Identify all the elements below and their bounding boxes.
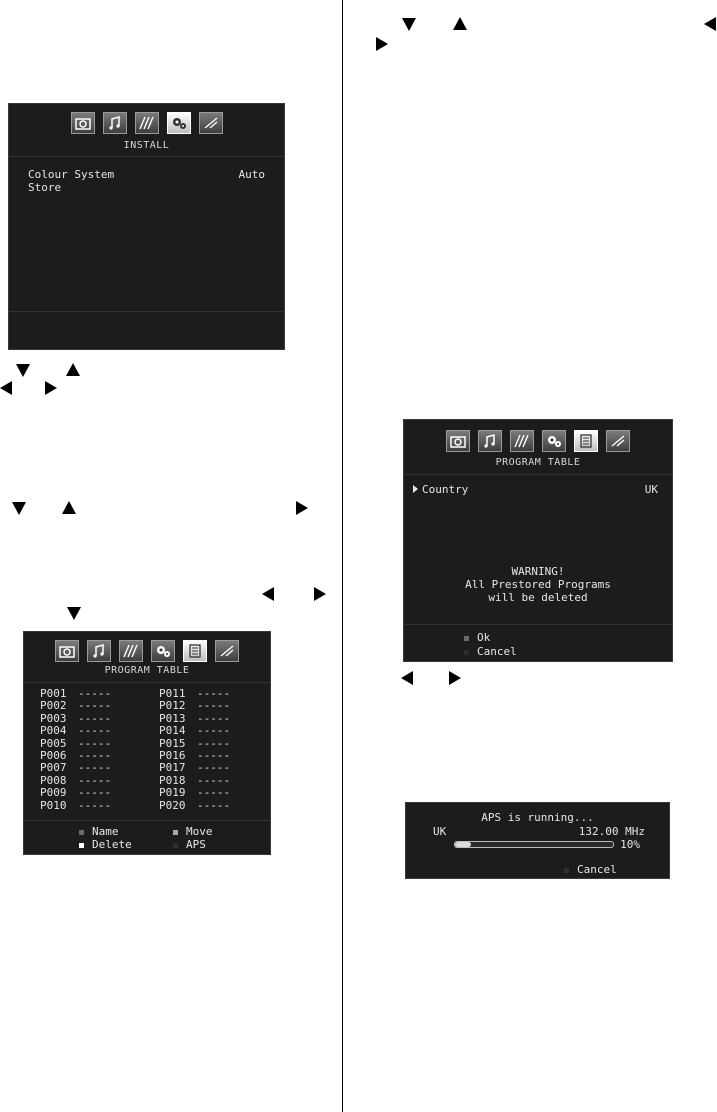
left-arrow-icon <box>704 17 716 31</box>
program-name: ----- <box>197 699 231 713</box>
right-arrow-icon <box>314 587 326 601</box>
menu-title: INSTALL <box>123 140 170 151</box>
right-arrow-icon <box>45 381 57 395</box>
down-arrow-icon <box>402 18 416 31</box>
program-number: P002 <box>40 699 67 713</box>
program-list-right <box>159 688 230 812</box>
menu-title: PROGRAM TABLE <box>495 457 581 468</box>
program-number: P016 <box>159 748 186 762</box>
aps-option[interactable]: APS <box>173 838 206 851</box>
left-arrow-icon <box>262 587 274 601</box>
sound-menu-icon[interactable] <box>478 430 502 452</box>
move-option[interactable]: Move <box>173 825 213 838</box>
name-color-key <box>79 830 84 835</box>
program-number: P007 <box>40 761 67 775</box>
program-name: ----- <box>197 736 231 750</box>
right-arrow-icon <box>296 501 308 515</box>
install-menu-icon[interactable] <box>167 112 191 134</box>
program-number: P013 <box>159 711 186 725</box>
source-menu-icon[interactable] <box>199 112 223 134</box>
up-arrow-icon <box>66 363 80 376</box>
menu-icon-bar <box>24 640 270 662</box>
program-number: P009 <box>40 786 67 800</box>
country-label: Country <box>422 483 469 496</box>
colour-system-row[interactable] <box>28 168 114 181</box>
picture-menu-icon[interactable] <box>55 640 79 662</box>
install-menu-icon[interactable] <box>151 640 175 662</box>
country-row[interactable] <box>413 483 468 496</box>
aps-color-key <box>173 843 178 848</box>
program-name: ----- <box>197 786 231 800</box>
source-menu-icon[interactable] <box>606 430 630 452</box>
feature-menu-icon[interactable] <box>119 640 143 662</box>
program-table-icon[interactable] <box>183 640 207 662</box>
right-arrow-icon <box>449 671 461 685</box>
cancel-button[interactable]: Cancel <box>464 645 517 658</box>
down-arrow-icon <box>16 364 30 377</box>
delete-option[interactable]: Delete <box>79 838 132 851</box>
left-arrow-icon <box>0 381 12 395</box>
name-option[interactable]: Name <box>79 825 119 838</box>
program-number: P010 <box>40 798 67 812</box>
program-list-left <box>40 688 111 812</box>
program-name: ----- <box>197 687 231 700</box>
program-table-icon[interactable] <box>574 430 598 452</box>
picture-menu-icon[interactable] <box>446 430 470 452</box>
source-menu-icon[interactable] <box>215 640 239 662</box>
cancel-color-key <box>464 650 469 655</box>
program-table-warning-menu <box>403 419 673 662</box>
aps-progress-text: 10% <box>620 838 640 851</box>
left-arrow-icon <box>401 671 413 685</box>
program-name: ----- <box>197 761 231 775</box>
aps-frequency: 132.00 MHz <box>578 825 645 838</box>
down-arrow-icon <box>12 502 26 515</box>
move-color-key <box>173 830 178 835</box>
menu-title: PROGRAM TABLE <box>104 665 190 676</box>
feature-menu-icon[interactable] <box>510 430 534 452</box>
program-name: ----- <box>197 711 231 725</box>
program-number: P015 <box>159 736 186 750</box>
colour-system-label: Colour System <box>28 168 115 181</box>
install-menu <box>8 103 285 350</box>
colour-system-value: Auto <box>238 168 265 181</box>
sound-menu-icon[interactable] <box>103 112 127 134</box>
program-name: ----- <box>78 773 112 787</box>
column-divider <box>342 0 343 1112</box>
picture-menu-icon[interactable] <box>71 112 95 134</box>
down-arrow-icon <box>67 607 81 620</box>
selection-pointer-icon <box>413 485 418 493</box>
program-name: ----- <box>197 798 231 812</box>
program-name: ----- <box>78 699 112 713</box>
program-number: P003 <box>40 711 67 725</box>
program-number: P012 <box>159 699 186 713</box>
ok-color-key <box>464 636 469 641</box>
program-number: P019 <box>159 786 186 800</box>
program-number: P014 <box>159 724 186 738</box>
delete-color-key <box>79 843 84 848</box>
warning-title: WARNING! <box>511 565 565 578</box>
feature-menu-icon[interactable] <box>135 112 159 134</box>
program-name: ----- <box>78 748 112 762</box>
aps-dialog <box>405 802 670 879</box>
store-row[interactable]: Store <box>28 181 62 194</box>
program-name: ----- <box>197 748 231 762</box>
right-arrow-icon <box>376 37 388 51</box>
program-table-menu <box>23 631 271 855</box>
program-name: ----- <box>78 761 112 775</box>
program-name: ----- <box>78 711 112 725</box>
program-number: P008 <box>40 773 67 787</box>
aps-country: UK <box>433 825 447 838</box>
up-arrow-icon <box>62 501 76 514</box>
program-name: ----- <box>197 724 231 738</box>
aps-status-title: APS is running... <box>481 811 594 824</box>
menu-icon-bar <box>404 430 672 452</box>
aps-progress-bar <box>454 841 614 848</box>
program-number: P020 <box>159 798 186 812</box>
program-name: ----- <box>197 773 231 787</box>
menu-icon-bar <box>9 112 284 134</box>
program-name: ----- <box>78 798 112 812</box>
cancel-color-key <box>564 868 569 873</box>
program-number: P006 <box>40 748 67 762</box>
sound-menu-icon[interactable] <box>87 640 111 662</box>
aps-cancel-button[interactable]: Cancel <box>564 863 617 876</box>
aps-progress-fill <box>455 842 471 847</box>
warning-line-2: will be deleted <box>488 591 588 604</box>
program-number: P018 <box>159 773 186 787</box>
warning-line-1: All Prestored Programs <box>465 578 611 591</box>
program-row[interactable] <box>40 800 111 812</box>
program-name: ----- <box>78 724 112 738</box>
up-arrow-icon <box>453 17 467 30</box>
ok-button[interactable]: Ok <box>464 631 490 644</box>
program-name: ----- <box>78 786 112 800</box>
install-menu-icon[interactable] <box>542 430 566 452</box>
program-number: P005 <box>40 736 67 750</box>
program-number: P004 <box>40 724 67 738</box>
program-number: P017 <box>159 761 186 775</box>
country-value: UK <box>644 483 658 496</box>
program-name: ----- <box>78 687 112 700</box>
program-number: P011 <box>159 687 186 700</box>
program-number: P001 <box>40 687 67 700</box>
program-name: ----- <box>78 736 112 750</box>
program-row[interactable] <box>159 800 230 812</box>
